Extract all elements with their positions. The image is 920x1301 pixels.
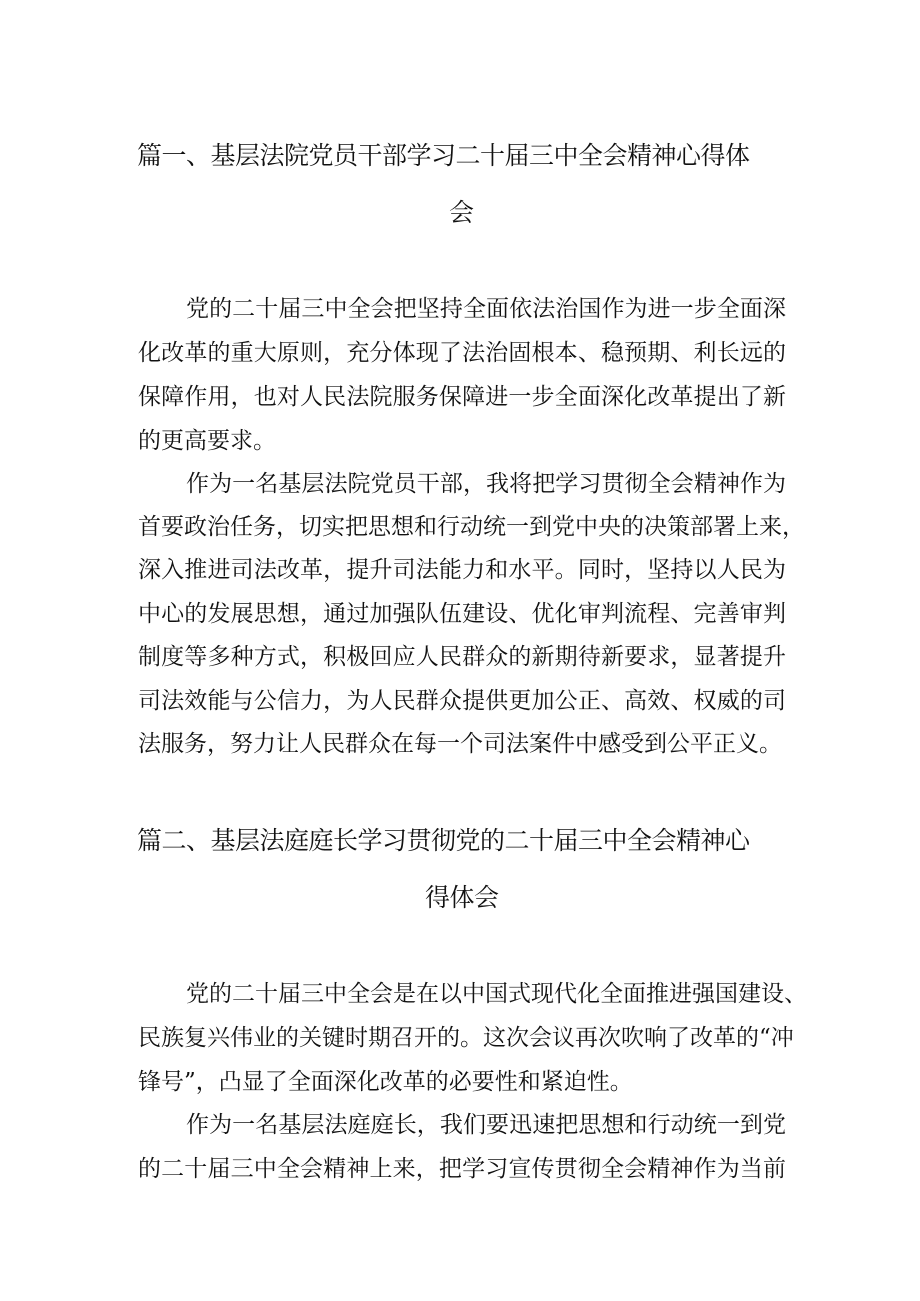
section-1-paragraph-2-line-6: 司法效能与公信力，为人民群众提供更加公正、高效、权威的司 <box>138 688 786 714</box>
section-2-paragraph-1-line-3: 锋号”，凸显了全面深化改革的必要性和紧迫性。 <box>138 1069 633 1095</box>
section-1-paragraph-2-line-2: 首要政治任务，切实把思想和行动统一到党中央的决策部署上来， <box>138 514 805 540</box>
section-1-paragraph-1-line-4: 的更高要求。 <box>138 428 276 454</box>
section-1-paragraph-1-line-1: 党的二十届三中全会把坚持全面依法治国作为进一步全面深 <box>186 296 786 322</box>
section-2-paragraph-1-line-1: 党的二十届三中全会是在以中国式现代化全面推进强国建设、 <box>186 981 807 1007</box>
section-2-paragraph-1-line-2: 民族复兴伟业的关键时期召开的。这次会议再次吹响了改革的“冲 <box>138 1025 794 1051</box>
section-1-paragraph-2-line-5: 制度等多种方式，积极回应人民群众的新期待新要求，显著提升 <box>138 644 786 670</box>
section-1-title-line-1: 篇一、基层法院党员干部学习二十届三中全会精神心得体 <box>137 141 750 170</box>
section-1-paragraph-2-line-4: 中心的发展思想，通过加强队伍建设、优化审判流程、完善审判 <box>138 601 786 627</box>
section-2-paragraph-2-line-1: 作为一名基层法庭庭长，我们要迅速把思想和行动统一到党 <box>186 1112 786 1138</box>
section-2-title-line-2: 得体会 <box>425 883 499 912</box>
section-2-paragraph-2-line-2: 的二十届三中全会精神上来，把学习宣传贯彻全会精神作为当前 <box>138 1156 786 1182</box>
section-1-paragraph-1-line-2: 化改革的重大原则，充分体现了法治固根本、稳预期、利长远的 <box>138 340 786 366</box>
section-1-title-line-2: 会 <box>449 198 474 227</box>
section-1-paragraph-2-line-3: 深入推进司法改革，提升司法能力和水平。同时，坚持以人民为 <box>138 557 786 583</box>
section-1-paragraph-1-line-3: 保障作用，也对人民法院服务保障进一步全面深化改革提出了新 <box>138 384 786 410</box>
section-1-paragraph-2-line-1: 作为一名基层法院党员干部，我将把学习贯彻全会精神作为 <box>186 471 786 497</box>
section-1-paragraph-2-line-7: 法服务，努力让人民群众在每一个司法案件中感受到公平正义。 <box>138 731 782 757</box>
section-2-title-line-1: 篇二、基层法庭庭长学习贯彻党的二十届三中全会精神心 <box>137 826 750 855</box>
